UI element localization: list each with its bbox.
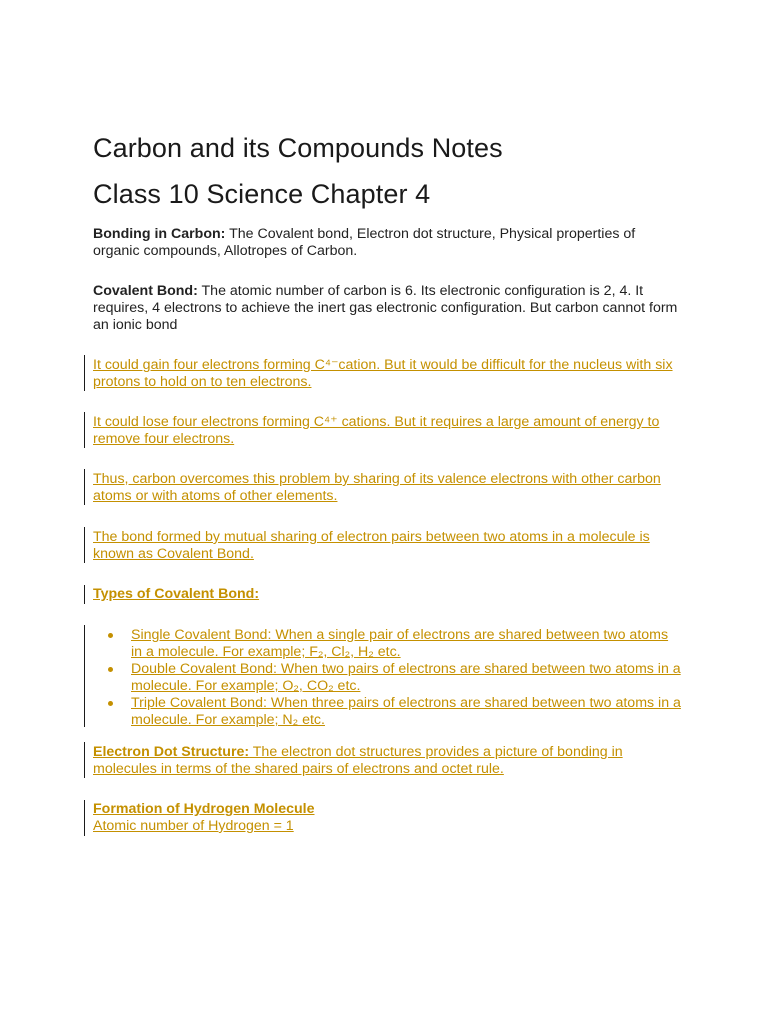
document-title: Carbon and its Compounds Notes	[93, 133, 503, 163]
hydrogen-heading: Formation of Hydrogen Molecule	[93, 801, 315, 817]
electron-dot-paragraph	[93, 744, 683, 778]
covalent-text: The atomic number of carbon is 6. Its electronic configuration is 2, 4. It requires, 4 electrons to achieve the inert gas electronic configuration. But carbon cannot form an ionic bond	[93, 283, 678, 333]
gain-electrons-paragraph: It could gain four electrons forming C⁴⁻cation. But it would be difficult for the nucleus with six protons to hold on to ten electrons.	[93, 357, 673, 390]
covalent-paragraph	[93, 283, 683, 334]
bonding-paragraph	[93, 226, 683, 260]
bullet-icon	[108, 701, 113, 706]
types-heading-text: Types of Covalent Bond:	[93, 586, 260, 602]
bonding-label: Bonding in Carbon:	[93, 226, 226, 242]
change-bar	[84, 469, 85, 505]
covalent-types-list	[93, 627, 683, 729]
change-bar	[84, 412, 85, 448]
list-item	[93, 661, 683, 695]
change-bar	[84, 585, 85, 604]
single-bond-text: Single Covalent Bond: When a single pair of electrons are shared between two atoms in a molecule. For example; F₂, Cl₂, H₂ etc.	[131, 627, 669, 660]
list-item	[93, 695, 683, 729]
change-bar	[84, 800, 85, 836]
bullet-icon	[108, 633, 113, 638]
electron-dot-text: The electron dot structures provides a picture of bonding in molecules in terms of the shared pairs of electrons and octet rule.	[93, 744, 623, 777]
double-bond-text: Double Covalent Bond: When two pairs of electrons are shared between two atoms in a molecule. For example; O₂, CO₂ etc.	[131, 661, 681, 694]
bullet-icon	[108, 667, 113, 672]
sharing-paragraph: Thus, carbon overcomes this problem by sharing of its valence electrons with other carbon atoms or with atoms of other elements.	[93, 471, 661, 504]
hydrogen-section	[93, 801, 683, 835]
change-bar	[84, 527, 85, 563]
electron-dot-label: Electron Dot Structure:	[93, 744, 250, 760]
list-item	[93, 627, 683, 661]
change-bar	[84, 742, 85, 778]
covalent-label: Covalent Bond:	[93, 283, 198, 299]
change-bar	[84, 625, 85, 727]
types-heading	[93, 586, 683, 603]
covalent-definition-paragraph: The bond formed by mutual sharing of electron pairs between two atoms in a molecule is known as Covalent Bond.	[93, 529, 650, 562]
document-subtitle: Class 10 Science Chapter 4	[93, 179, 431, 209]
hydrogen-text: Atomic number of Hydrogen = 1	[93, 818, 294, 834]
bonding-text: The Covalent bond, Electron dot structure, Physical properties of organic compounds, Allotropes of Carbon.	[93, 226, 636, 259]
lose-electrons-paragraph: It could lose four electrons forming C⁴⁺ cations. But it requires a large amount of energy to remove four electrons.	[93, 414, 660, 447]
triple-bond-text: Triple Covalent Bond: When three pairs of electrons are shared between two atoms in a molecule. For example; N₂ etc.	[131, 695, 681, 728]
change-bar	[84, 355, 85, 391]
